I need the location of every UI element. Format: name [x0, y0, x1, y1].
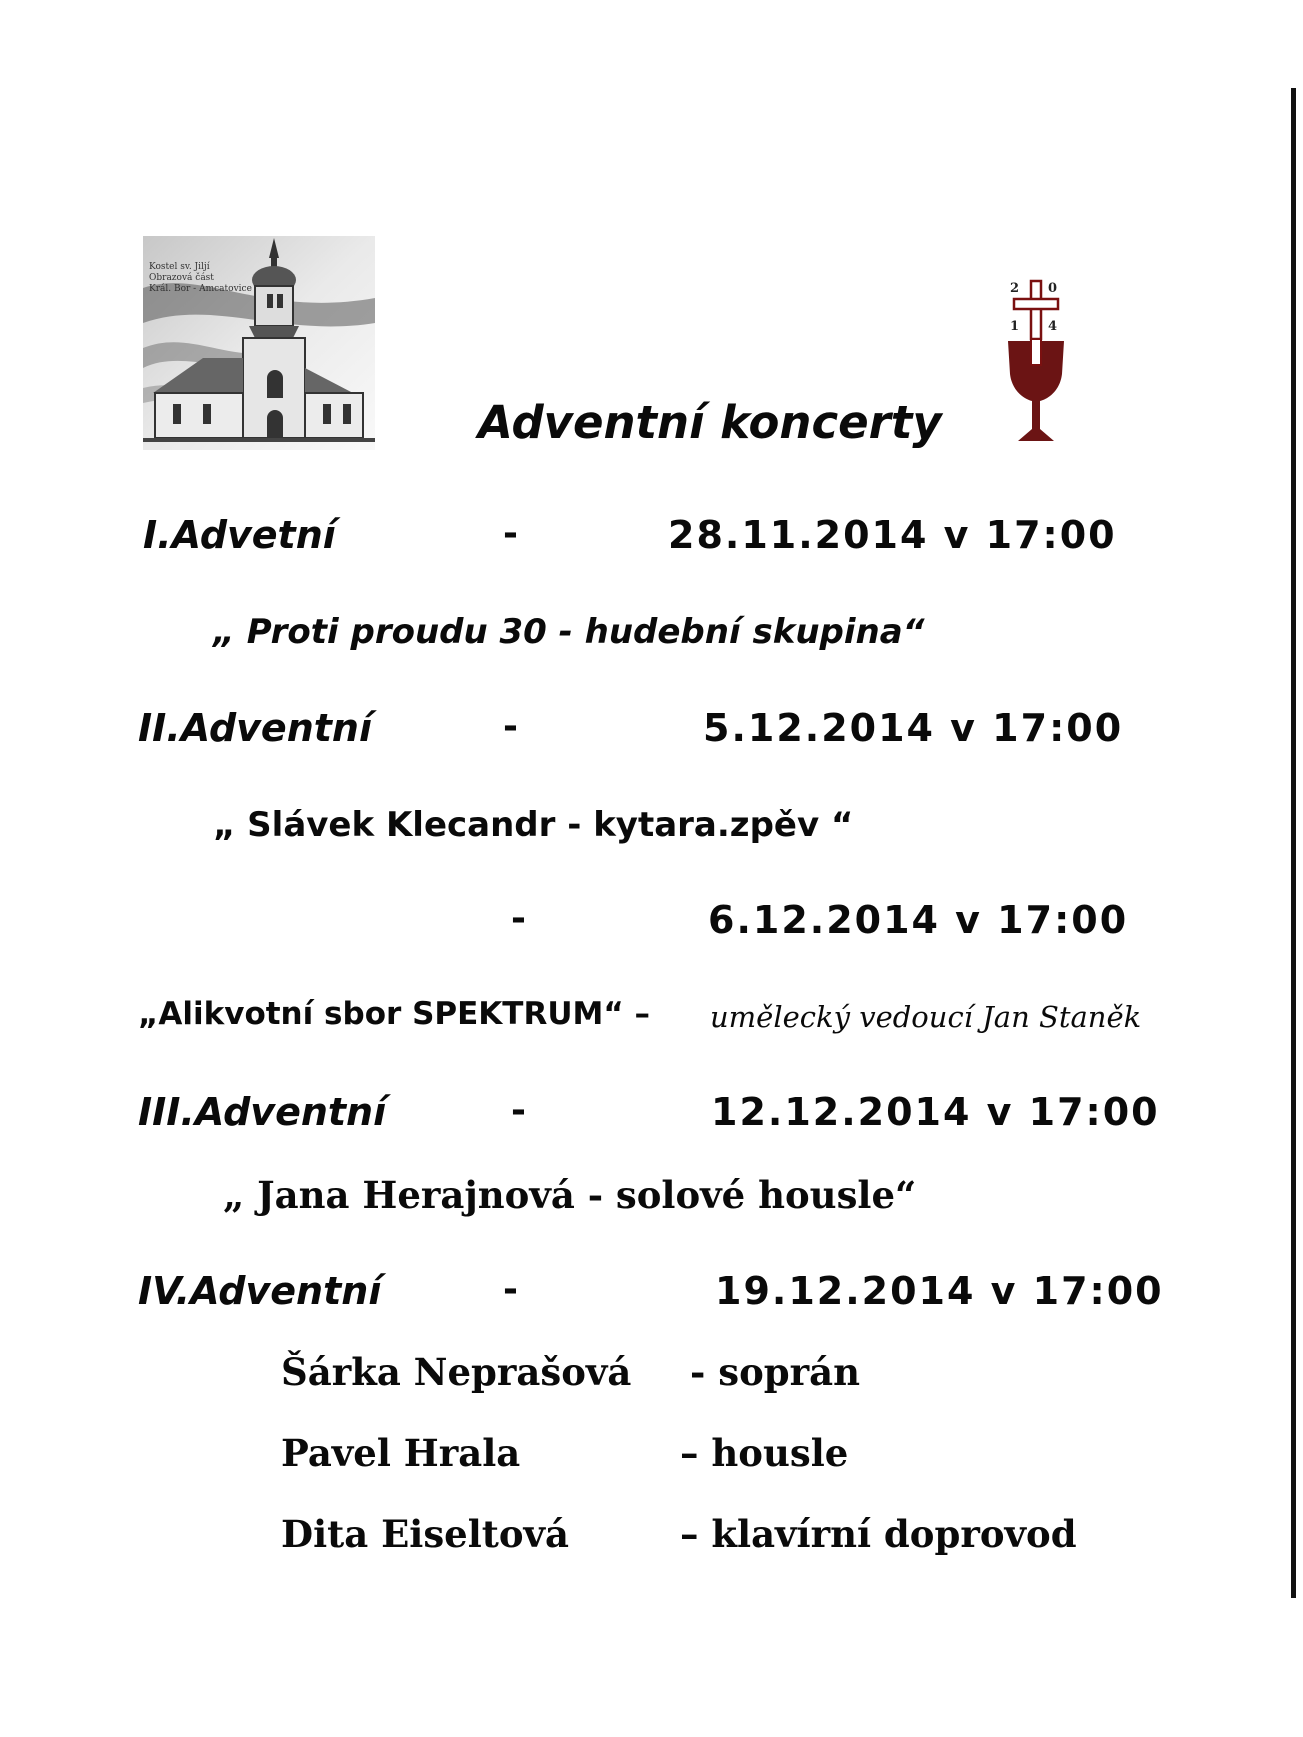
- performer-line: „ Proti proudu 30 - hudební skupina“: [213, 612, 925, 652]
- performer-name: Šárka Neprašová: [281, 1350, 632, 1394]
- chalice-digit: 2: [1010, 281, 1020, 296]
- concert-label: IV.Adventní: [138, 1269, 382, 1313]
- performer-role: - soprán: [690, 1350, 860, 1394]
- church-caption-line: Král. Bor - Amcatovice: [149, 284, 252, 294]
- page-title: Adventní koncerty: [478, 396, 942, 449]
- right-border-line: [1291, 88, 1296, 1598]
- chalice-digit: 1: [1010, 319, 1020, 334]
- chalice-digit: 4: [1048, 319, 1058, 334]
- concert-datetime: 6.12.2014 v 17:00: [708, 898, 1129, 942]
- chalice-cross-logo: [1004, 279, 1068, 445]
- performer-name: Pavel Hrala: [281, 1431, 521, 1475]
- church-caption-line: Kostel sv. Jiljí: [149, 262, 210, 272]
- church-caption-line: Obrazová část: [149, 273, 214, 283]
- concert-datetime: 28.11.2014 v 17:00: [668, 513, 1117, 557]
- church-caption: [149, 262, 259, 295]
- performer-role: – housle: [680, 1431, 849, 1475]
- separator-dash: -: [503, 1269, 518, 1310]
- chalice-digit: 0: [1048, 281, 1058, 296]
- concert-datetime: 19.12.2014 v 17:00: [715, 1269, 1164, 1313]
- separator-dash: -: [511, 1090, 526, 1131]
- performer-line: „ Slávek Klecandr - kytara.zpěv “: [213, 805, 854, 845]
- concert-label: III.Adventní: [138, 1090, 387, 1134]
- concert-label: I.Advetní: [143, 513, 336, 557]
- performer-line: „Alikvotní sbor SPEKTRUM“ –: [138, 996, 651, 1032]
- separator-dash: -: [511, 898, 526, 939]
- concert-datetime: 5.12.2014 v 17:00: [703, 706, 1124, 750]
- concert-label: II.Adventní: [138, 706, 372, 750]
- concert-datetime: 12.12.2014 v 17:00: [711, 1090, 1160, 1134]
- performer-name: Dita Eiseltová: [281, 1512, 570, 1556]
- performer-detail: umělecký vedoucí Jan Staněk: [710, 1000, 1142, 1034]
- performer-line: „ Jana Herajnová - solové housle“: [223, 1173, 917, 1217]
- separator-dash: -: [503, 513, 518, 554]
- separator-dash: -: [503, 706, 518, 747]
- performer-role: – klavírní doprovod: [680, 1512, 1077, 1556]
